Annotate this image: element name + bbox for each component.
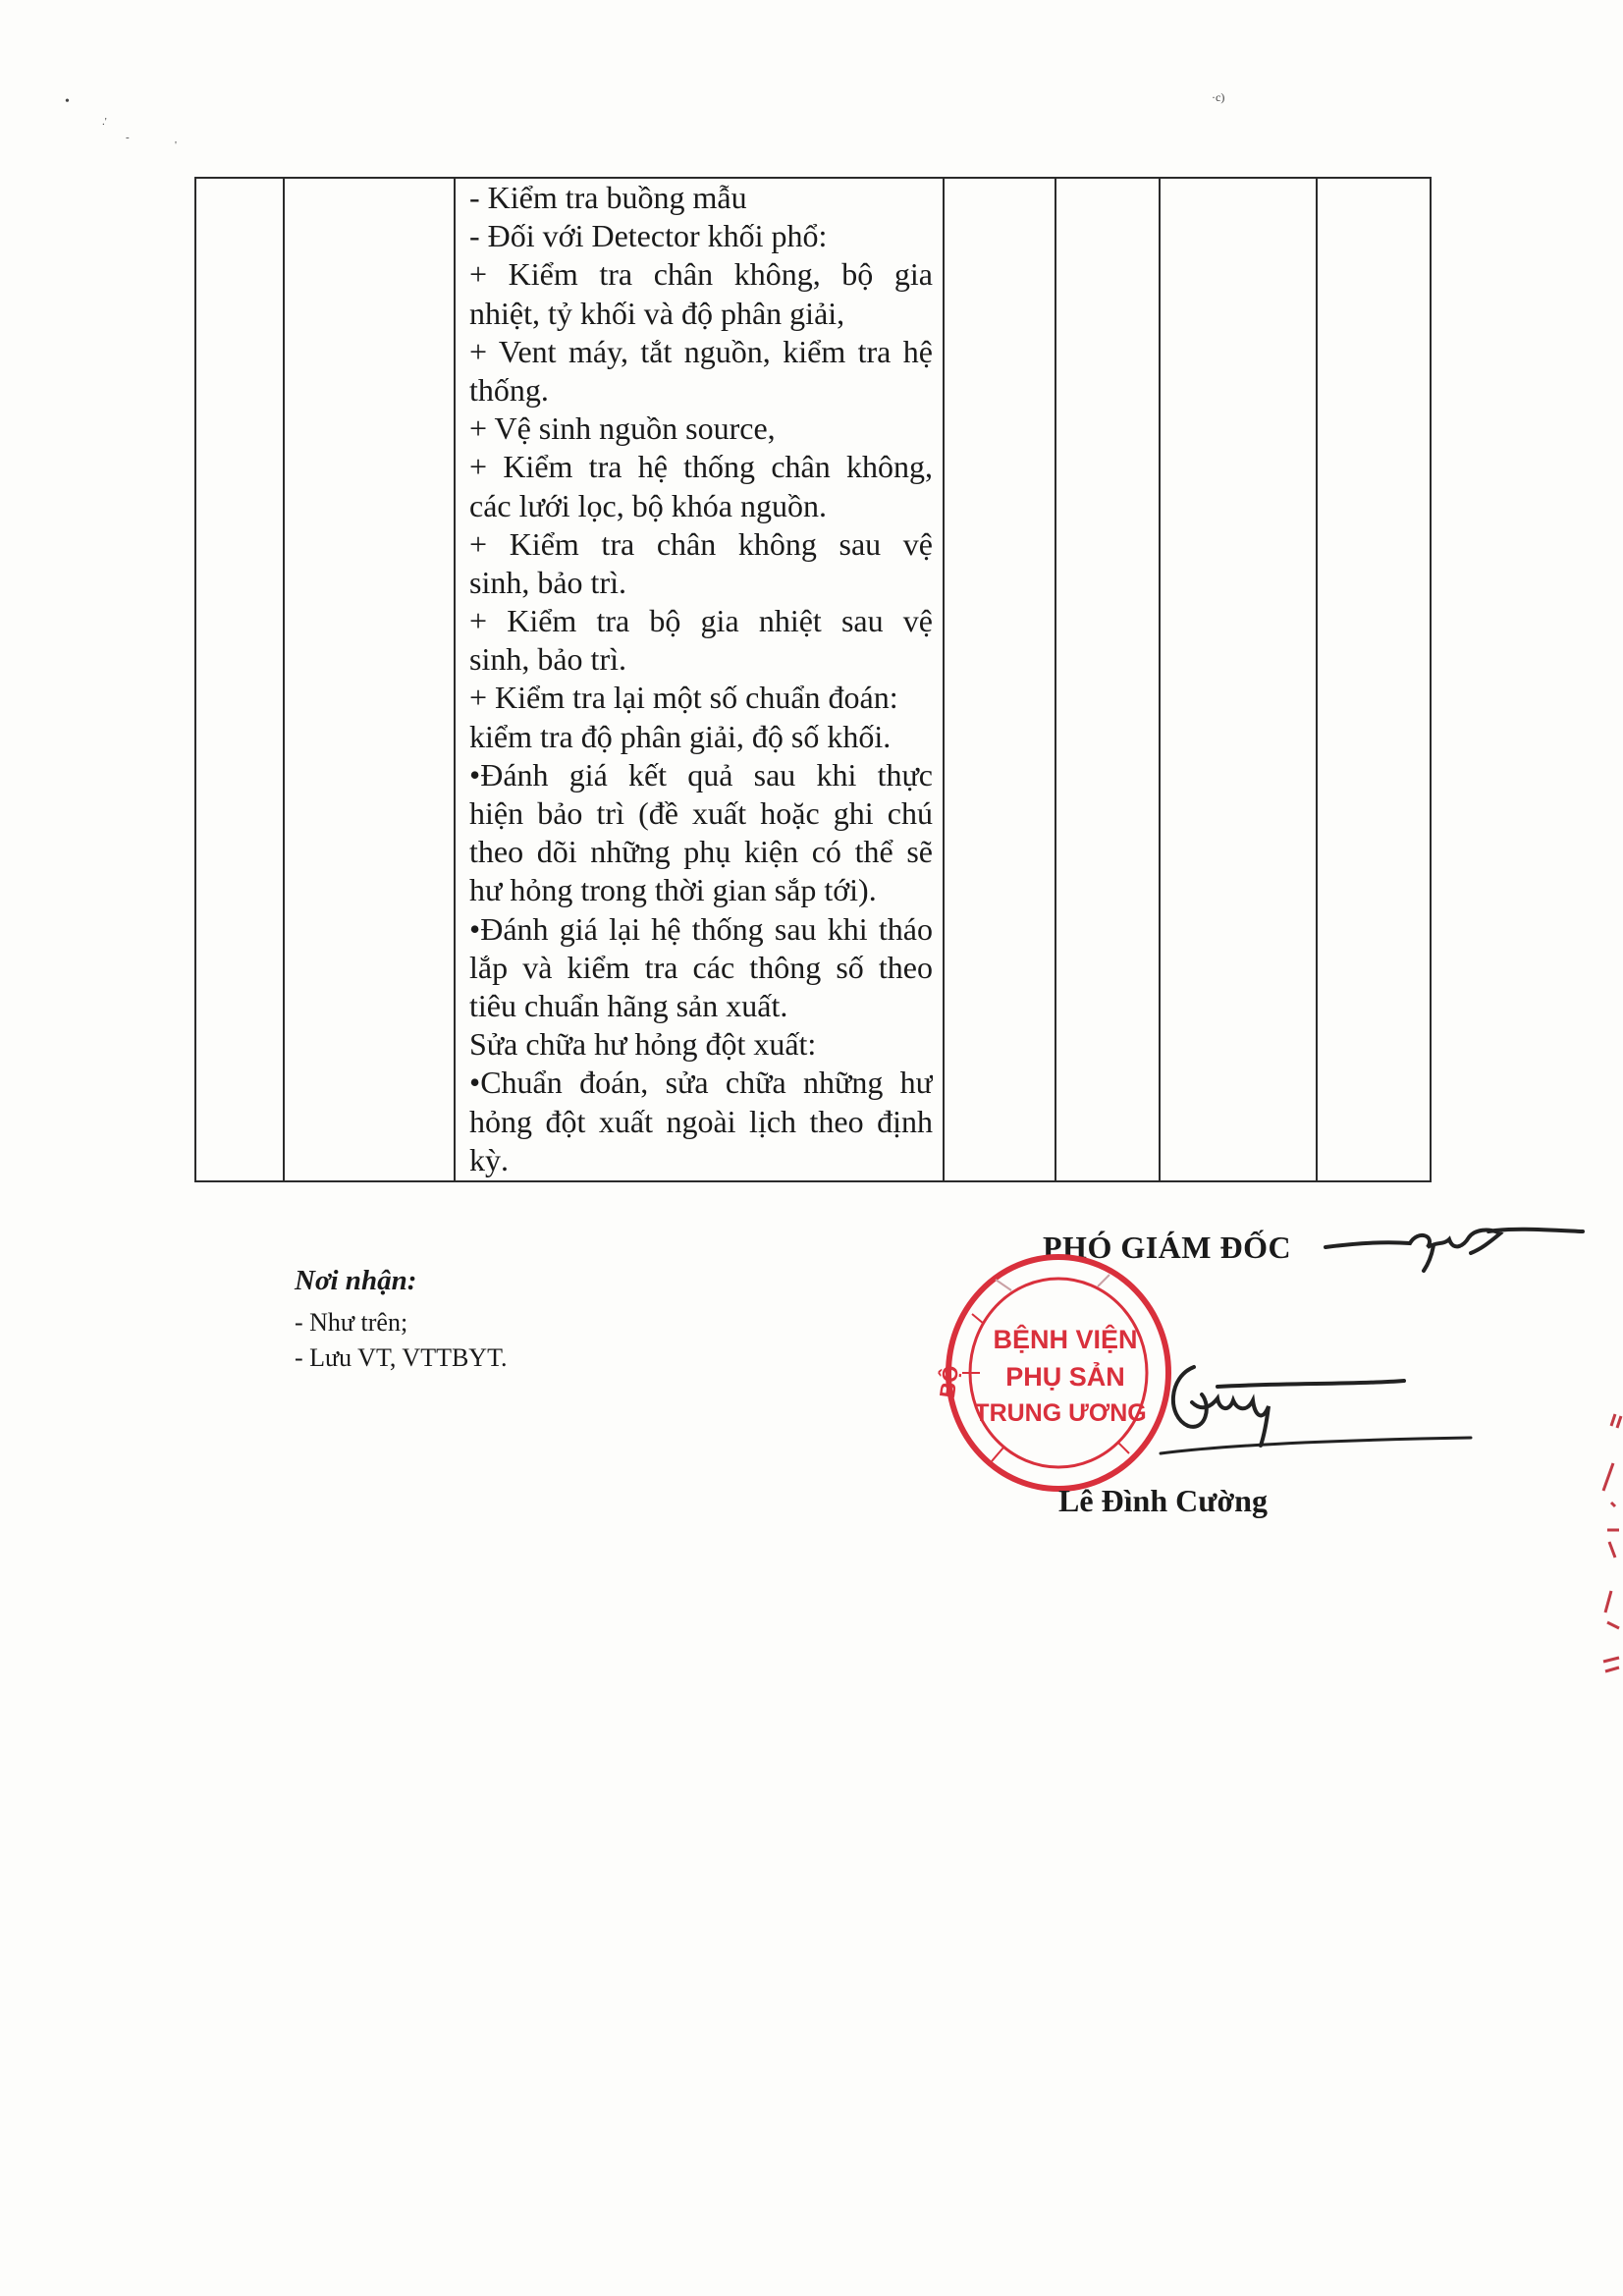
content-line: hiện bảo trì (đề xuất hoặc ghi chú <box>469 795 933 831</box>
stamp-side-text: BỘ <box>934 1363 964 1400</box>
signature-title: PHÓ GIÁM ĐỐC <box>1043 1230 1292 1265</box>
content-line: - Kiểm tra buồng mẫu <box>469 180 747 215</box>
content-line: + Kiểm tra chân không, bộ gia <box>469 256 933 293</box>
content-line: - Đối với Detector khối phổ: <box>469 218 828 254</box>
content-line: sinh, bảo trì. <box>469 641 626 678</box>
margin-scan-marks <box>1594 1404 1623 1699</box>
maintenance-procedure-text <box>469 179 933 1179</box>
content-line: các lưới lọc, bộ khóa nguồn. <box>469 487 827 523</box>
content-line: •Đánh giá lại hệ thống sau khi tháo <box>469 910 933 947</box>
content-line: + Kiểm tra chân không sau vệ <box>469 525 933 562</box>
table-cell-empty <box>1160 178 1317 1181</box>
table-cell-index <box>195 178 284 1181</box>
content-line: •Đánh giá kết quả sau khi thực <box>469 756 933 793</box>
recipient-item: - Lưu VT, VTTBYT. <box>295 1343 508 1372</box>
content-line: hư hỏng trong thời gian sắp tới). <box>469 872 877 908</box>
content-line: nhiệt, tỷ khối và độ phân giải, <box>469 295 845 331</box>
table-cell-content <box>455 178 944 1181</box>
scan-speck: ·c) <box>1212 90 1225 104</box>
content-line: + Kiểm tra lại một số chuẩn đoán: <box>469 680 898 716</box>
scan-speck: ‐ <box>126 132 130 143</box>
table-cell-name <box>284 178 455 1181</box>
recipients-block <box>295 1265 508 1376</box>
content-line: kiểm tra độ phân giải, độ số khối. <box>469 718 892 754</box>
recipients-title: Nơi nhận: <box>295 1265 417 1296</box>
signature-stroke <box>1159 1347 1483 1455</box>
content-line: + Vệ sinh nguồn source, <box>469 410 776 447</box>
stamp-line-1: BỆNH VIỆN <box>993 1325 1138 1354</box>
signer-name: Lê Đình Cường <box>1058 1483 1268 1518</box>
stamp-line-3: TRUNG ƯƠNG <box>974 1399 1147 1427</box>
content-line: •Chuẩn đoán, sửa chữa những hư <box>469 1065 933 1101</box>
content-line: tiêu chuẩn hãng sản xuất. <box>469 987 788 1023</box>
content-line: thống. <box>469 371 549 408</box>
scan-speck: .' <box>102 116 107 128</box>
content-line: sinh, bảo trì. <box>469 564 626 600</box>
content-line: hỏng đột xuất ngoài lịch theo định <box>469 1103 933 1139</box>
hospital-stamp <box>933 1226 1188 1520</box>
table-cell-empty <box>1317 178 1431 1181</box>
stamp-line-2: PHỤ SẢN <box>1005 1362 1125 1392</box>
signature-initial-stroke <box>1316 1208 1591 1277</box>
content-line: + Vent máy, tắt nguồn, kiểm tra hệ <box>469 333 933 369</box>
recipient-item: - Như trên; <box>295 1308 408 1337</box>
content-line: + Kiểm tra hệ thống chân không, <box>469 449 933 485</box>
content-line: theo dõi những phụ kiện có thể sẽ <box>469 834 933 870</box>
scan-speck: • <box>65 94 70 109</box>
content-line: kỳ. <box>469 1141 509 1177</box>
table-row <box>195 178 1431 1181</box>
content-line: Sửa chữa hư hỏng đột xuất: <box>469 1026 817 1063</box>
content-line: + Kiểm tra bộ gia nhiệt sau vệ <box>469 603 933 639</box>
table-cell-empty <box>944 178 1055 1181</box>
content-line: lắp và kiểm tra các thông số theo <box>469 949 933 985</box>
scan-speck: ' <box>175 139 177 151</box>
table-cell-empty <box>1055 178 1160 1181</box>
maintenance-table <box>194 177 1432 1182</box>
